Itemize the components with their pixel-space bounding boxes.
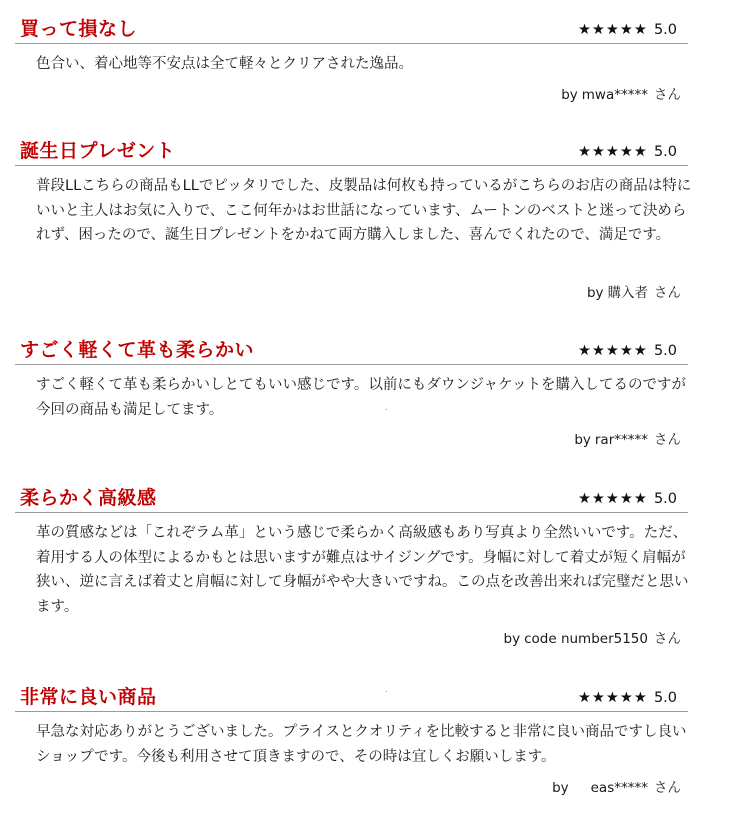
scan-speck: [386, 409, 387, 410]
star-rating: [578, 343, 677, 359]
review-body: 色合い、着心地等不安点は全て軽々とクリアされた逸品。: [36, 56, 413, 72]
divider: [15, 43, 688, 44]
review-body: 早急な対応ありがとうございました。プライスとクオリティを比較すると非常に良い商品ですし良いショップです。今後も利用させて頂きますので、その時は宜しくお願いします。: [36, 724, 687, 765]
star-rating: [578, 22, 677, 38]
reviewer-name: 購入者: [607, 285, 648, 301]
star-icons: ★★★★★: [577, 144, 648, 160]
honorific: さん: [654, 87, 681, 103]
reviewer-line: [552, 776, 681, 796]
review-title: 柔らかく高級感: [20, 487, 157, 509]
star-icons: ★★★★★: [577, 690, 648, 706]
review-body: すごく軽くて革も柔らかいしとてもいい感じです。以前にもダウンジャケットを購入してるのですが今回の商品も満足してます。: [36, 377, 686, 418]
reviewer-line: [504, 627, 681, 647]
review-title: 非常に良い商品: [20, 686, 157, 708]
reviewer-line: [574, 428, 681, 448]
honorific: さん: [654, 631, 681, 647]
honorific: さん: [654, 780, 681, 796]
reviewer-line: [561, 83, 681, 103]
review-title: すごく軽くて革も柔らかい: [20, 339, 255, 361]
honorific: さん: [654, 285, 681, 301]
rating-score: 5.0: [653, 690, 677, 706]
reviewer-name: mwa*****: [581, 87, 648, 103]
by-label: by: [586, 285, 604, 301]
reviewer-line: [587, 281, 681, 301]
star-icons: ★★★★★: [577, 343, 648, 359]
rating-score: 5.0: [653, 343, 677, 359]
star-icons: ★★★★★: [577, 491, 648, 507]
rating-score: 5.0: [653, 22, 677, 38]
review-body: 革の質感などは「これぞラム革」という感じで柔らかく高級感もあり写真より全然いいです。ただ、着用する人の体型によるかもとは思いますが難点はサイジングです。身幅に対して着丈が短く肩幅が狭い、逆に言えば着丈と肩幅に対して身幅がやや大きいですね。この点を改善出来れば完璧だと思います。: [36, 525, 689, 615]
reviewer-name: rar*****: [594, 432, 648, 448]
divider: [15, 711, 688, 712]
scan-speck: [386, 691, 387, 692]
by-label: by: [561, 87, 578, 103]
divider: [15, 512, 688, 513]
rating-score: 5.0: [653, 491, 677, 507]
honorific: さん: [654, 432, 681, 448]
review-title: 買って損なし: [20, 18, 138, 40]
rating-score: 5.0: [653, 144, 677, 160]
divider: [15, 165, 688, 166]
star-icons: ★★★★★: [577, 22, 648, 38]
star-rating: [578, 690, 677, 706]
by-label: by: [552, 780, 569, 796]
review-body: 普段LLこちらの商品もLLでピッタリでした、皮製品は何枚も持っているがこちらのお店の商品は特にいいと主人はお気に入りで、ここ何年かはお世話になっています、ムートンのベストと迷って決められず、困ったので、誕生日プレゼントをかねて両方購入しました、喜んでくれたので、満足です。: [36, 178, 692, 243]
star-rating: [578, 144, 677, 160]
review-title: 誕生日プレゼント: [20, 140, 176, 162]
reviewer-name: eas*****: [590, 780, 648, 796]
reviewer-name: code number5150: [524, 631, 648, 647]
by-label: by: [503, 631, 521, 647]
star-rating: [578, 491, 677, 507]
divider: [15, 364, 688, 365]
by-label: by: [574, 432, 591, 448]
